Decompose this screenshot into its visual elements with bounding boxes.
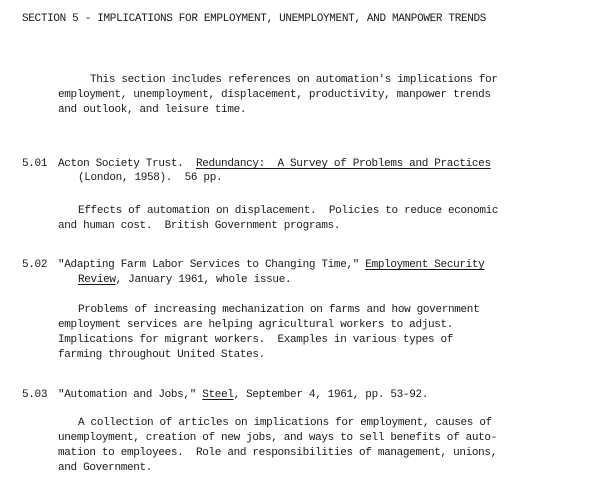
underlined-title: Review [78, 274, 116, 286]
section-heading: SECTION 5 - IMPLICATIONS FOR EMPLOYMENT, UNEMPLOYMENT, AND MANPOWER TRENDS [22, 13, 487, 25]
entry-description-line: mation to employees. Role and responsibilities of management, unions, [58, 447, 497, 459]
citation-text: Acton Society Trust. [58, 158, 196, 170]
entry-description-line: A collection of articles on implications for employment, causes of [78, 417, 492, 429]
intro-line: employment, unemployment, displacement, productivity, manpower trends [58, 89, 491, 101]
entry-description-line: and Government. [58, 462, 153, 474]
entry-citation-line [58, 259, 484, 272]
entry-description-line: farming throughout United States. [58, 349, 265, 361]
entry-description-line: Effects of automation on displacement. Policies to reduce economic [78, 205, 499, 217]
entry-number: 5.03 [22, 389, 48, 401]
citation-text: , January 1961, whole issue. [115, 274, 292, 286]
entry-number: 5.02 [22, 259, 48, 271]
entry-description-line: Implications for migrant workers. Examples in various types of [58, 334, 454, 346]
citation-text: "Adapting Farm Labor Services to Changing Time," [58, 259, 366, 271]
entry-description-line: Problems of increasing mechanization on farms and how government [78, 304, 480, 316]
underlined-title: Redundancy: A Survey of Problems and Practices [195, 158, 491, 170]
underlined-title: Employment Security [365, 259, 485, 271]
entry-citation-line [58, 389, 428, 402]
entry-number: 5.01 [22, 158, 48, 170]
entry-citation-line [58, 158, 491, 171]
citation-text: "Automation and Jobs," [58, 389, 203, 401]
entry-description-line: unemployment, creation of new jobs, and ways to sell benefits of auto- [58, 432, 497, 444]
underlined-title: Steel [202, 389, 234, 401]
entry-description-line: employment services are helping agricultural workers to adjust. [58, 319, 454, 331]
citation-text: , September 4, 1961, pp. 53-92. [233, 389, 429, 401]
intro-line: and outlook, and leisure time. [58, 104, 247, 116]
entry-citation-line [78, 274, 291, 287]
entry-description-line: and human cost. British Government programs. [58, 220, 341, 232]
citation-text: (London, 1958). 56 pp. [78, 172, 223, 184]
entry-citation-line [78, 172, 222, 185]
intro-line: This section includes references on automation's implications for [90, 74, 498, 86]
